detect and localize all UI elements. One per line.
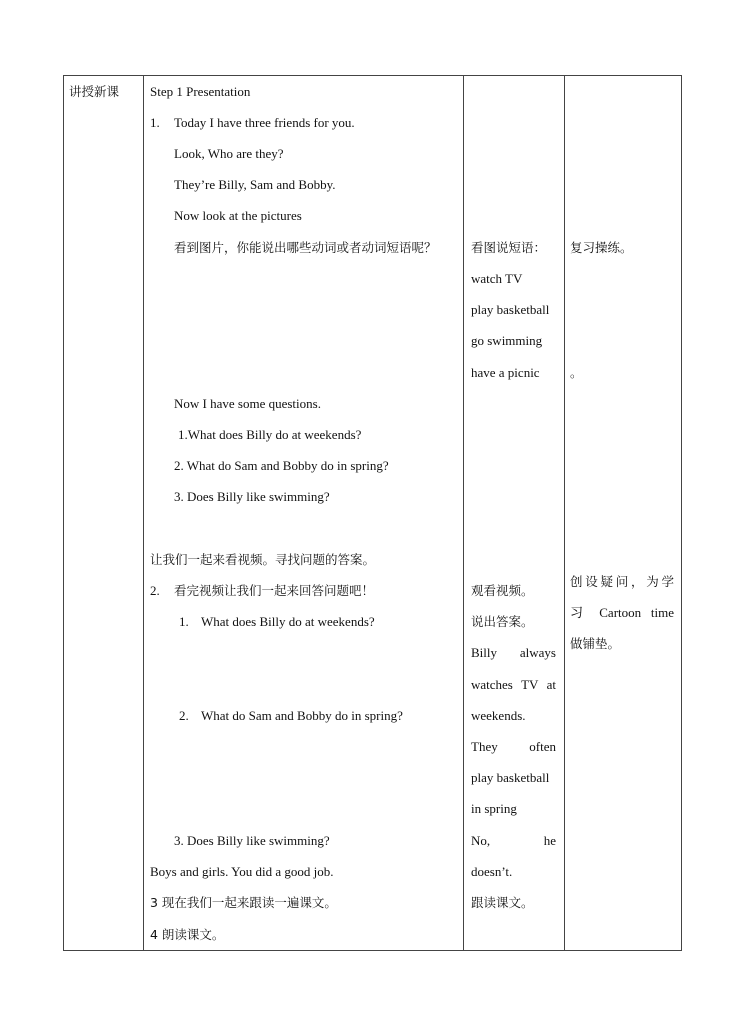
column-divider-1: [143, 76, 144, 950]
phrases-title: 看图说短语：: [471, 240, 547, 255]
question-1: 1.What does Billy do at weekends?: [178, 427, 362, 442]
answer-line: watches TV at: [471, 677, 556, 692]
item1-number: 1.: [150, 115, 160, 130]
answer-line: doesn’t.: [471, 864, 513, 879]
answer-question-2: What do Sam and Bobby do in spring?: [201, 708, 403, 723]
step-title: Step 1 Presentation: [150, 84, 251, 99]
answer-line: No, he: [471, 833, 556, 848]
item1-line4: Now look at the pictures: [174, 208, 302, 223]
item1-line1: Today I have three friends for you.: [174, 115, 355, 130]
punctuation-mark: 。: [570, 365, 583, 380]
phrase-item: have a picnic: [471, 365, 540, 380]
item4-text: 4 朗读课文。: [150, 927, 225, 942]
section-label: 讲授新课: [69, 84, 120, 99]
phrase-item: go swimming: [471, 333, 543, 348]
answer-line: play basketball: [471, 770, 550, 785]
review-text: 复习操练。: [570, 240, 633, 255]
purpose-line: 习 Cartoon time: [570, 605, 674, 620]
say-answer-text: 说出答案。: [471, 614, 534, 629]
video-instruction: 让我们一起来看视频。寻找问题的答案。: [150, 552, 376, 567]
purpose-line: 创设疑问，为学: [570, 574, 674, 589]
phrase-item: watch TV: [471, 271, 523, 286]
phrase-item: play basketball: [471, 302, 550, 317]
follow-read-text: 跟读课文。: [471, 895, 534, 910]
item1-line5: 看到图片，你能说出哪些动词或者动词短语呢？: [174, 240, 437, 255]
item2-text: 看完视频让我们一起来回答问题吧！: [174, 583, 375, 598]
question-3: 3. Does Billy like swimming?: [174, 489, 330, 504]
item1-line2: Look, Who are they?: [174, 146, 284, 161]
watch-video-text: 观看视频。: [471, 583, 534, 598]
answer-question-1-number: 1.: [179, 614, 189, 629]
answer-line: They often: [471, 739, 556, 754]
question-2: 2. What do Sam and Bobby do in spring?: [174, 458, 389, 473]
answer-line: Billy always: [471, 645, 556, 660]
item2-number: 2.: [150, 583, 160, 598]
answer-line: in spring: [471, 801, 517, 816]
column-divider-2: [463, 76, 464, 950]
answer-question-3: 3. Does Billy like swimming?: [174, 833, 330, 848]
purpose-line: 做铺垫。: [570, 636, 621, 651]
lesson-plan-table: [63, 75, 682, 951]
item1-line3: They’re Billy, Sam and Bobby.: [174, 177, 336, 192]
answer-question-2-number: 2.: [179, 708, 189, 723]
answer-line: weekends.: [471, 708, 526, 723]
item3-text: 3 现在我们一起来跟读一遍课文。: [150, 895, 337, 910]
answer-question-1: What does Billy do at weekends?: [201, 614, 375, 629]
questions-intro: Now I have some questions.: [174, 396, 321, 411]
column-divider-3: [564, 76, 565, 950]
praise-line: Boys and girls. You did a good job.: [150, 864, 334, 879]
